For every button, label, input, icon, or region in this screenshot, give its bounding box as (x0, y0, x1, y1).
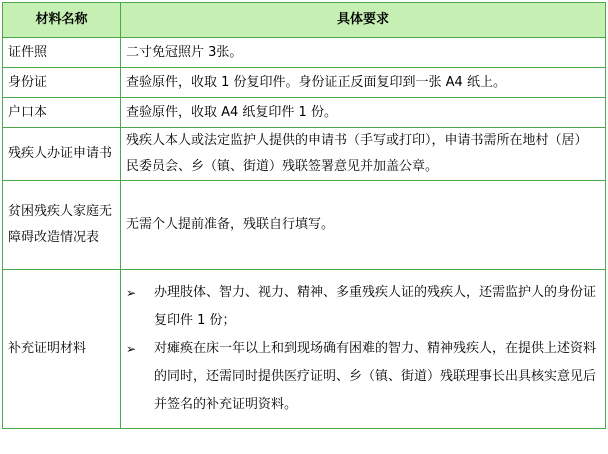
table-row (3, 128, 606, 181)
requirement-cell: 二寸免冠照片 3张。 (121, 38, 606, 68)
requirement-cell: 查验原件，收取 1 份复印件。身份证正反面复印到一张 A4 纸上。 (121, 68, 606, 98)
material-name-cell: 残疾人办证申请书 (3, 128, 121, 181)
supplementary-list (126, 279, 600, 419)
table-row (3, 270, 606, 429)
material-name-cell: 贫困残疾人家庭无障碍改造情况表 (3, 181, 121, 270)
requirement-cell: 残疾人本人或法定监护人提供的申请书（手写或打印），申请书需所在地村（居）民委员会、乡（镇、街道）残联签署意见并加盖公章。 (121, 128, 606, 181)
arrow-bullet-icon: ➢ (126, 342, 137, 356)
material-name-cell: 身份证 (3, 68, 121, 98)
requirement-cell (121, 270, 606, 429)
table-row (3, 38, 606, 68)
bullet-text: 办理肢体、智力、视力、精神、多重残疾人证的残疾人，还需监护人的身份证复印件 1 份； (154, 285, 597, 328)
bullet-text: 对瘫痪在床一年以上和到现场确有困难的智力、精神残疾人，在提供上述资料的同时，还需同时提供医疗证明、乡（镇、街道）残联理事长出具核实意见后并签名的补充证明资料。 (154, 341, 597, 412)
header-requirements: 具体要求 (121, 3, 606, 38)
header-material-name: 材料名称 (3, 3, 121, 38)
table-row (3, 98, 606, 128)
requirement-cell: 无需个人提前准备，残联自行填写。 (121, 181, 606, 270)
materials-table (2, 2, 606, 429)
requirement-cell: 查验原件，收取 A4 纸复印件 1 份。 (121, 98, 606, 128)
material-name-cell: 户口本 (3, 98, 121, 128)
material-name-cell: 补充证明材料 (3, 270, 121, 429)
arrow-bullet-icon: ➢ (126, 286, 137, 300)
table-row (3, 181, 606, 270)
table-header-row (3, 3, 606, 38)
list-item (126, 335, 600, 419)
material-name-cell: 证件照 (3, 38, 121, 68)
table-row (3, 68, 606, 98)
list-item (126, 279, 600, 335)
